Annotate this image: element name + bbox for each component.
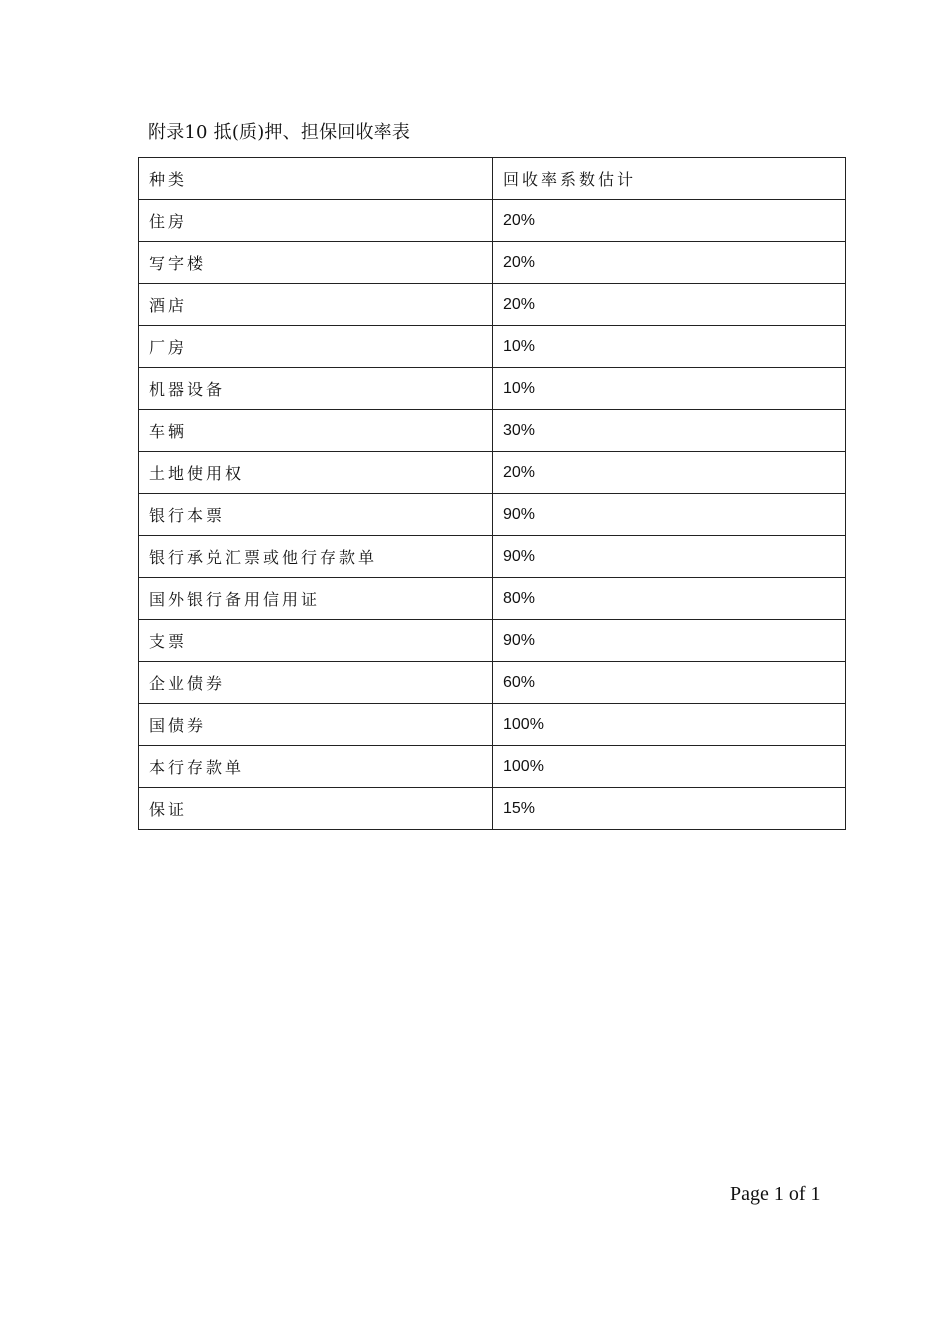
table-row bbox=[139, 788, 846, 830]
cell-rate: 100% bbox=[493, 746, 846, 788]
cell-kind: 厂房 bbox=[139, 326, 493, 368]
cell-kind: 保证 bbox=[139, 788, 493, 830]
cell-kind: 机器设备 bbox=[139, 368, 493, 410]
table-row bbox=[139, 704, 846, 746]
cell-kind: 银行承兑汇票或他行存款单 bbox=[139, 536, 493, 578]
header-kind: 种类 bbox=[139, 158, 493, 200]
table-row bbox=[139, 452, 846, 494]
cell-rate: 10% bbox=[493, 326, 846, 368]
cell-rate: 10% bbox=[493, 368, 846, 410]
cell-rate: 90% bbox=[493, 620, 846, 662]
table-row bbox=[139, 620, 846, 662]
cell-kind: 住房 bbox=[139, 200, 493, 242]
table-row bbox=[139, 662, 846, 704]
table-row bbox=[139, 746, 846, 788]
cell-kind: 企业债券 bbox=[139, 662, 493, 704]
table-row bbox=[139, 578, 846, 620]
cell-rate: 100% bbox=[493, 704, 846, 746]
cell-rate: 80% bbox=[493, 578, 846, 620]
table-row bbox=[139, 284, 846, 326]
cell-kind: 支票 bbox=[139, 620, 493, 662]
cell-kind: 酒店 bbox=[139, 284, 493, 326]
cell-kind: 银行本票 bbox=[139, 494, 493, 536]
cell-kind: 本行存款单 bbox=[139, 746, 493, 788]
cell-rate: 20% bbox=[493, 452, 846, 494]
cell-kind: 土地使用权 bbox=[139, 452, 493, 494]
table-body bbox=[139, 158, 846, 830]
cell-kind: 写字楼 bbox=[139, 242, 493, 284]
cell-kind: 国债券 bbox=[139, 704, 493, 746]
cell-rate: 15% bbox=[493, 788, 846, 830]
table-header-row bbox=[139, 158, 846, 200]
table-row bbox=[139, 536, 846, 578]
table-row bbox=[139, 410, 846, 452]
table-row bbox=[139, 200, 846, 242]
cell-kind: 车辆 bbox=[139, 410, 493, 452]
header-rate: 回收率系数估计 bbox=[493, 158, 846, 200]
cell-rate: 90% bbox=[493, 536, 846, 578]
cell-rate: 60% bbox=[493, 662, 846, 704]
recovery-rate-table bbox=[138, 157, 846, 830]
page-number-footer: Page 1 of 1 bbox=[730, 1183, 821, 1205]
cell-rate: 30% bbox=[493, 410, 846, 452]
cell-rate: 20% bbox=[493, 200, 846, 242]
table-row bbox=[139, 242, 846, 284]
table-row bbox=[139, 368, 846, 410]
cell-rate: 20% bbox=[493, 242, 846, 284]
cell-kind: 国外银行备用信用证 bbox=[139, 578, 493, 620]
page-title: 附录10 抵(质)押、担保回收率表 bbox=[148, 122, 411, 143]
table-row bbox=[139, 326, 846, 368]
table-row bbox=[139, 494, 846, 536]
cell-rate: 90% bbox=[493, 494, 846, 536]
cell-rate: 20% bbox=[493, 284, 846, 326]
